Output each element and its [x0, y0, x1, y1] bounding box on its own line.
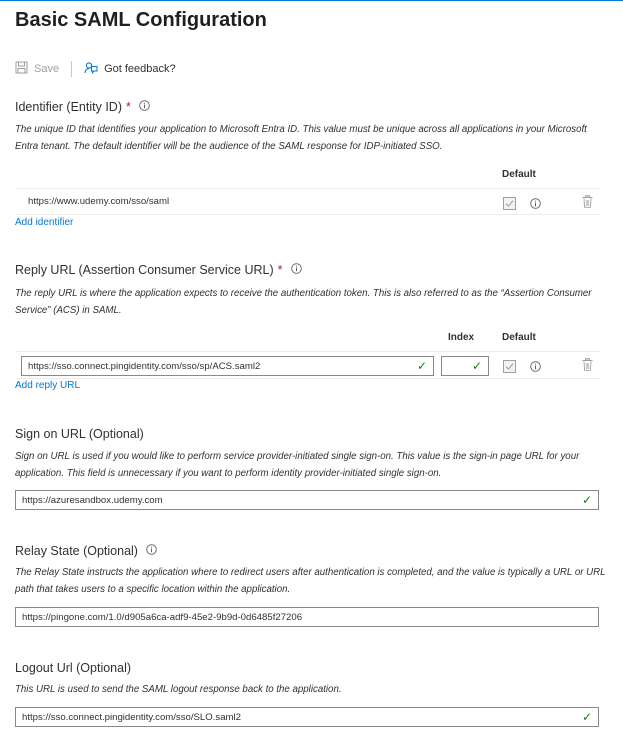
relay-state-title: Relay State (Optional)	[15, 544, 138, 558]
check-icon: ✓	[416, 359, 427, 373]
save-label: Save	[34, 63, 60, 75]
relay-state-section-title	[15, 544, 157, 558]
relay-state-value: https://pingone.com/1.0/d905a6ca-adf9-45e2-9b9d-0d6485f27206	[22, 611, 303, 623]
info-icon[interactable]	[146, 544, 157, 558]
reply-url-default-checkbox[interactable]	[503, 360, 516, 373]
toolbar	[15, 59, 176, 79]
add-identifier-link[interactable]: Add identifier	[15, 217, 74, 228]
identifier-title: Identifier (Entity ID)	[15, 100, 122, 114]
row-divider	[15, 214, 600, 215]
sign-on-description: Sign on URL is used if you would like to perform service provider-initiated single sign-on. This value is the sign-in page URL for your application. This field is unnecessary if you want to perform identity provider-initiated single sign-on.	[15, 451, 580, 479]
logout-description: This URL is used to send the SAML logout response back to the application.	[15, 684, 342, 695]
info-icon[interactable]	[291, 263, 302, 277]
logout-section-title	[15, 661, 131, 675]
required-marker: *	[277, 263, 283, 277]
check-icon: ✓	[471, 359, 482, 373]
reply-url-input[interactable]	[21, 356, 434, 376]
sign-on-section-title	[15, 427, 144, 441]
info-icon[interactable]	[530, 196, 541, 214]
reply-url-index-input[interactable]	[441, 356, 489, 376]
sign-on-url-input[interactable]	[15, 490, 599, 510]
feedback-icon	[84, 61, 98, 78]
row-divider	[15, 188, 600, 189]
trash-icon[interactable]	[582, 195, 593, 213]
identifier-description: The unique ID that identifies your application to Microsoft Entra ID. This value must be unique across all applications in your Microsoft Entra tenant. The default identifier will be the audience of the SAML response for IDP-initiated SSO.	[15, 124, 587, 152]
save-icon	[15, 61, 28, 77]
trash-icon[interactable]	[582, 358, 593, 376]
identifier-value: https://www.udemy.com/sso/saml	[28, 196, 170, 207]
info-icon[interactable]	[530, 359, 541, 377]
add-reply-url-link[interactable]: Add reply URL	[15, 380, 81, 391]
identifier-default-checkbox[interactable]	[503, 197, 516, 210]
row-divider	[15, 351, 600, 352]
logout-title: Logout Url (Optional)	[15, 661, 132, 675]
save-button[interactable]	[15, 61, 59, 77]
feedback-button[interactable]	[84, 61, 176, 78]
check-icon: ✓	[581, 493, 592, 507]
sign-on-title: Sign on URL (Optional)	[15, 427, 144, 441]
required-marker: *	[125, 100, 131, 114]
reply-url-value: https://sso.connect.pingidentity.com/sso/sp/ACS.saml2	[28, 360, 261, 372]
check-icon: ✓	[581, 710, 592, 724]
toolbar-divider	[71, 61, 72, 77]
reply-url-default-header: Default	[502, 332, 536, 343]
sign-on-url-value: https://azuresandbox.udemy.com	[22, 494, 163, 506]
relay-state-description: The Relay State instructs the application where to redirect users after authentication is completed, and the value is typically a URL or URL path that takes users to a specific location within the application.	[15, 567, 606, 595]
identifier-default-header: Default	[502, 169, 536, 180]
reply-url-description: The reply URL is where the application expects to receive the authentication token. This is also referred to as the “Assertion Consumer Service” (ACS) in SAML.	[15, 288, 592, 316]
relay-state-input[interactable]	[15, 607, 599, 627]
row-divider	[15, 378, 600, 379]
reply-url-section-title	[15, 263, 302, 277]
feedback-label: Got feedback?	[104, 63, 176, 75]
logout-url-input[interactable]	[15, 707, 599, 727]
identifier-section-title	[15, 100, 150, 114]
page-title: Basic SAML Configuration	[15, 9, 267, 31]
reply-url-title: Reply URL (Assertion Consumer Service URL)	[15, 263, 274, 277]
info-icon[interactable]	[139, 100, 150, 114]
logout-url-value: https://sso.connect.pingidentity.com/sso/SLO.saml2	[22, 711, 241, 723]
reply-url-index-header: Index	[448, 332, 475, 343]
